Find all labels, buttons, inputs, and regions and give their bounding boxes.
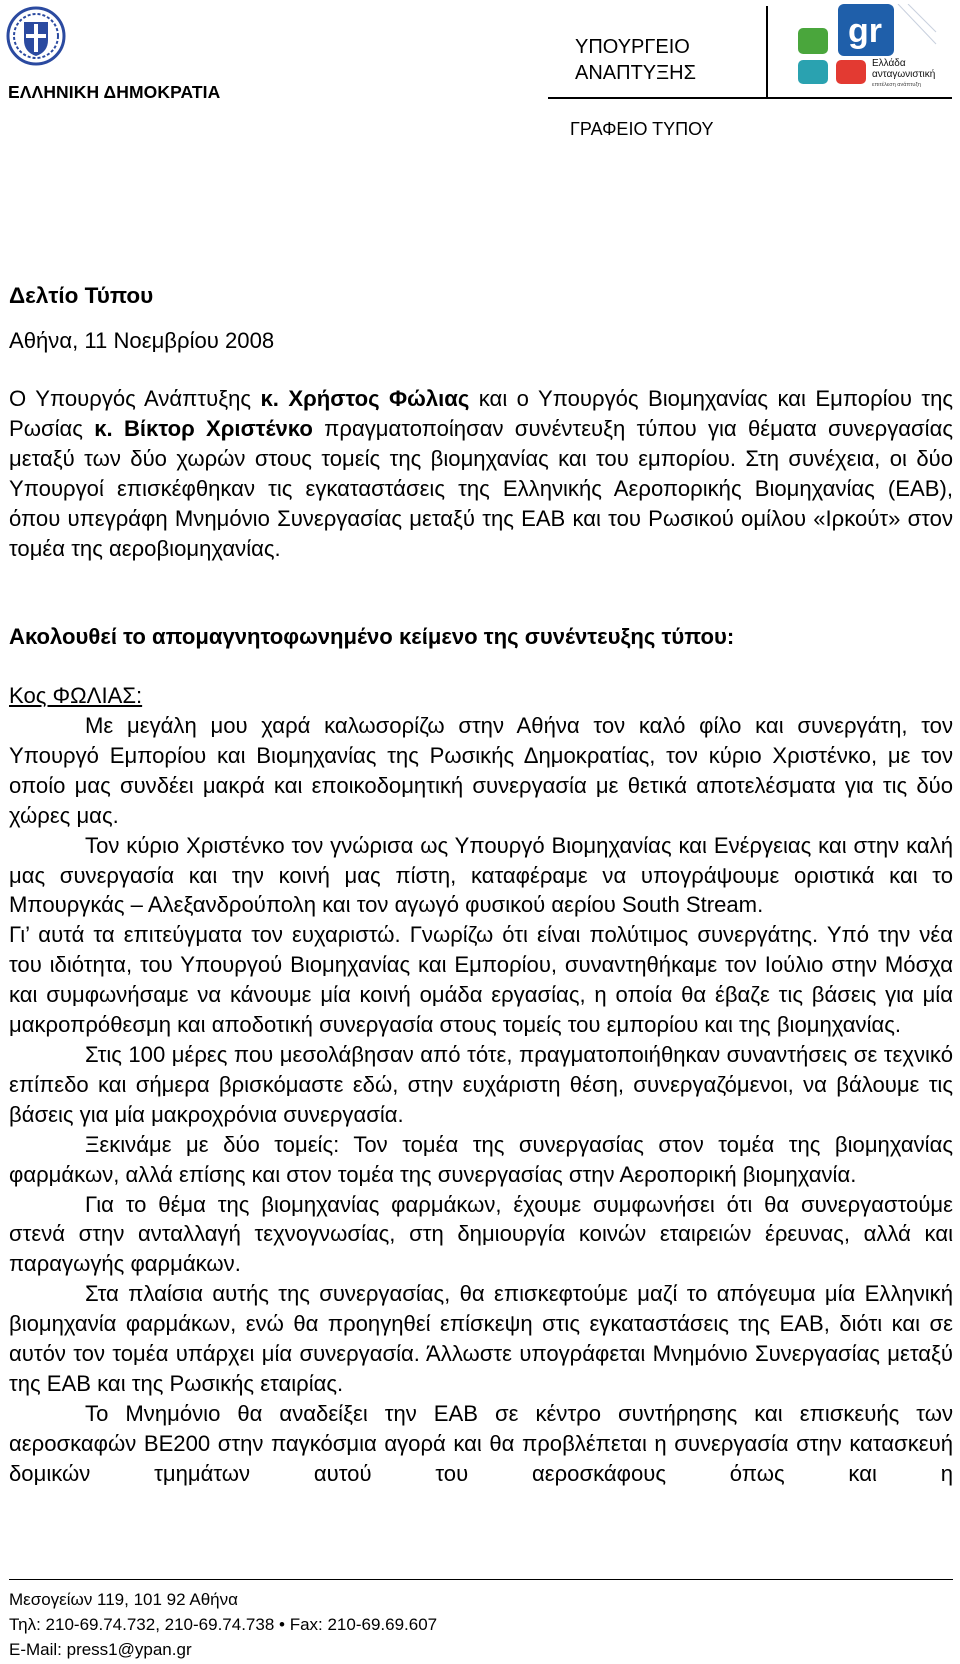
- logo-gr-text: gr: [848, 12, 882, 50]
- transcript-paragraph: Στις 100 μέρες που μεσολάβησαν από τότε, πραγματοποιήθηκαν συναντήσεις σε τεχνικό επίπεδο και σήμερα βρισκόμαστε εδώ, στην ευχάριστη θέση, συνεργαζόμενοι, να βάλουμε τις βάσεις για μία μακροχρόνια συνεργασία.: [9, 1041, 953, 1127]
- intro-text-e: πραγματοποίησαν συνέντευξη τύπου για θέματα συνεργασίας μεταξύ των δύο χωρών στους τομείς της βιομηχανίας και του εμπορίου. Στη συνέχεια, οι δύο Υπουργοί επισκέφθηκαν τις εγκαταστάσεις της Ελληνικής Αεροπορικής Βιομηχανίας (ΕΑΒ), όπου υπεγράφη Μνημόνιο Συνεργασίας μεταξύ της ΕΑΒ και του Ρωσικού ομίλου «Ιρκούτ» στον τομέα της αεροβιομηχανίας.: [9, 415, 953, 561]
- transcript-body: [9, 711, 953, 1489]
- footer-divider: [9, 1579, 953, 1580]
- transcript-paragraph: Στα πλαίσια αυτής της συνεργασίας, θα επισκεφτούμε μαζί το απόγευμα μία Ελληνική βιομηχανία φαρμάκων, ενώ θα προηγηθεί επίσκεψη στις εγκαταστάσεις της ΕΑΒ, διότι και σε αυτόν τον τομέα υπάρχει μία συνεργασία. Άλλωστε υπογράφεται Μνημόνιο Συνεργασίας μεταξύ της ΕΑΒ και της Ρωσικής εταιρίας.: [9, 1281, 953, 1396]
- logo-text-1: Ελλάδα: [872, 58, 906, 69]
- ministry-line2: ΑΝΑΠΤΥΞΗΣ: [575, 62, 696, 84]
- transcript-paragraph: Γι’ αυτά τα επιτεύγματα τον ευχαριστώ. Γνωρίζω ότι είναι πολύτιμος συνεργάτης. Υπό την νέα του ιδιότητα, του Υπουργού Βιομηχανίας και Εμπορίου, συναντηθήκαμε τον Ιούλιο στην Μόσχα και συμφωνήσαμε να κάνουμε μία κοινή ομάδα εργασίας, η οποία θα έβαζε τις βάσεις για μία μακροπρόθεσμη και αποδοτική συνεργασία στους τομείς του εμπορίου και της βιομηχανίας.: [9, 922, 953, 1038]
- competitive-greece-logo-icon: [798, 4, 938, 92]
- document-title: Δελτίο Τύπου: [9, 283, 154, 308]
- speaker-label: Κος ΦΩΛΙΑΣ:: [9, 683, 143, 708]
- header-vertical-divider: [766, 6, 768, 98]
- document-date: Αθήνα, 11 Νοεμβρίου 2008: [9, 328, 275, 353]
- footer: [9, 1587, 437, 1662]
- letterhead: [0, 0, 960, 140]
- footer-phones: Τηλ: 210-69.74.732, 210-69.74.738 • Fax: 210-69.69.607: [9, 1615, 438, 1634]
- greek-emblem-icon: [6, 4, 66, 68]
- minister-name-christenko: κ. Βίκτορ Χριστένκο: [94, 415, 313, 441]
- header-horizontal-divider: [548, 97, 952, 99]
- intro-text-a: Ο Υπουργός Ανάπτυξης: [9, 386, 261, 411]
- minister-name-folias: κ. Χρήστος Φώλιας: [260, 386, 470, 411]
- transcript-paragraph: Τον κύριο Χριστένκο τον γνώρισα ως Υπουργό Βιομηχανίας και Ενέργειας και στην καλή μας συνεργασία και την κοινή μας πίστη, καταφέραμε να υπογράψουμε οριστικά και το Μπουργκάς – Αλεξανδρούπολη και τον αγωγό φυσικού αερίου South Stream.: [9, 832, 953, 918]
- intro-paragraph: [9, 384, 953, 563]
- footer-email[interactable]: E-Mail: press1@ypan.gr: [9, 1640, 192, 1659]
- ministry-name: [575, 34, 696, 86]
- transcript-paragraph: Το Μνημόνιο θα αναδείξει την ΕΑΒ σε κέντρο συντήρησης και επισκευής των αεροσκαφών ΒΕ200 στην παγκόσμια αγορά και θα προβλέπεται η συνεργασία στην κατασκευή δομικών τμημάτων αυτού του αεροσκάφους όπως και η: [9, 1400, 953, 1486]
- republic-label: ΕΛΛΗΝΙΚΗ ΔΗΜΟΚΡΑΤΙΑ: [8, 82, 221, 102]
- transcript-paragraph: Με μεγάλη μου χαρά καλωσορίζω στην Αθήνα τον καλό φίλο και συνεργάτη, τον Υπουργό Εμπορίου και Βιομηχανίας της Ρωσικής Δημοκρατίας, τον κύριο Χριστένκο, με τον οποίο μας συνδέει μακρά και εποικοδομητική συνεργασία με θετικά αποτελέσματα για τις δύο χώρες μας.: [9, 713, 953, 828]
- press-office-label: ΓΡΑΦΕΙΟ ΤΥΠΟΥ: [570, 119, 714, 139]
- transcript-heading: Ακολουθεί το απομαγνητοφωνημένο κείμενο της συνέντευξης τύπου:: [9, 624, 735, 649]
- logo-text-2: ανταγωνιστική: [872, 69, 936, 80]
- ministry-line1: ΥΠΟΥΡΓΕΙΟ: [575, 36, 690, 58]
- logo-text-3: επιτέλεση ανάπτυξη: [872, 82, 921, 88]
- transcript-paragraph: Ξεκινάμε με δύο τομείς: Τον τομέα της συνεργασίας στον τομέα της βιομηχανίας φαρμάκων, αλλά επίσης και στον τομέα της συνεργασίας στην Αεροπορική βιομηχανία.: [9, 1131, 953, 1187]
- transcript-paragraph: Για το θέμα της βιομηχανίας φαρμάκων, έχουμε συμφωνήσει ότι θα συνεργαστούμε στενά στην ανταλλαγή τεχνογνωσίας, στη δημιουργία κοινών εταιρειών έρευνας, αλλά και παραγωγής φαρμάκων.: [9, 1191, 953, 1277]
- intro-text-c: και ο Υπουργός Βιομηχανίας και Εμπορίου της Ρωσίας: [9, 386, 954, 441]
- footer-address: Μεσογείων 119, 101 92 Αθήνα: [9, 1590, 238, 1609]
